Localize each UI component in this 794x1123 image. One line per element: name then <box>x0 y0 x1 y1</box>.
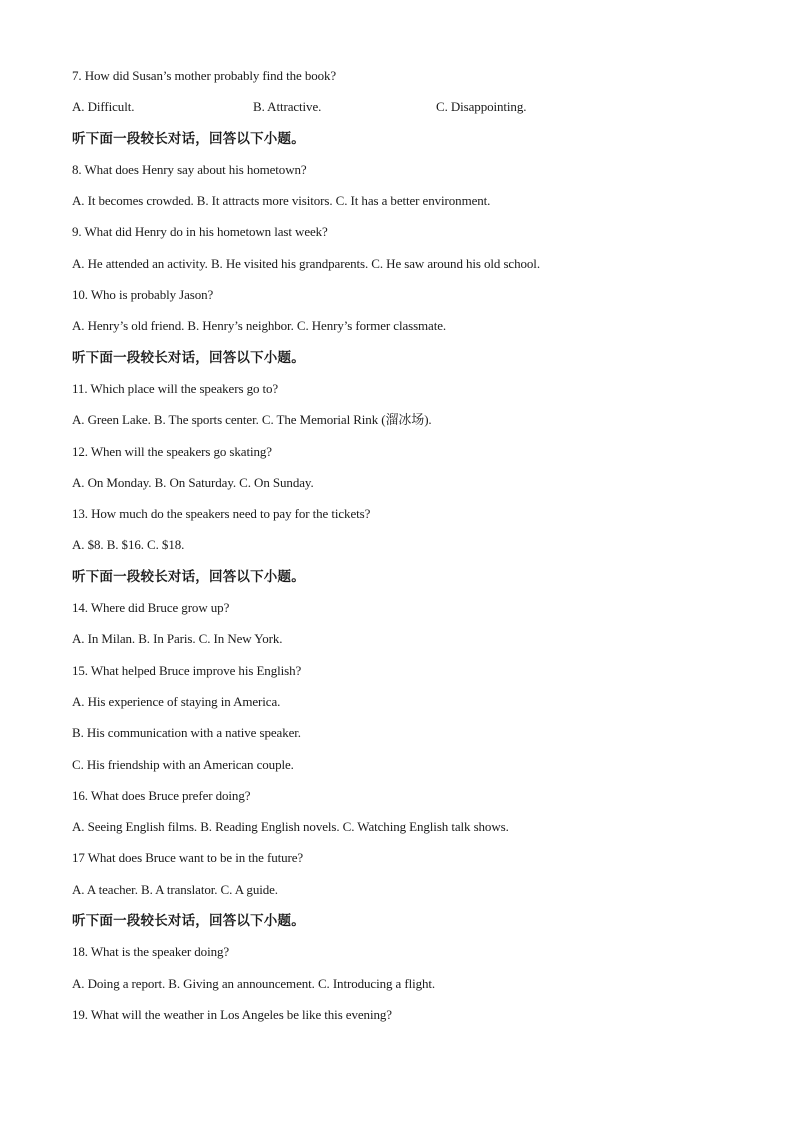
answer-options-9: A. He attended an activity. B. He visited his grandparents. C. He saw around his old school. <box>72 255 540 271</box>
answer-options-8: A. It becomes crowded. B. It attracts more visitors. C. It has a better environment. <box>72 193 491 209</box>
answer-option-15b: B. His communication with a native speaker. <box>72 725 301 741</box>
question-11: 11. Which place will the speakers go to? <box>72 380 279 396</box>
answer-options-13: A. $8. B. $16. C. $18. <box>72 537 185 553</box>
answer-option-15a: A. His experience of staying in America. <box>72 693 281 709</box>
question-16: 16. What does Bruce prefer doing? <box>72 787 251 803</box>
section-heading: 听下面一段较长对话，回答以下小题。 <box>72 913 305 930</box>
answer-options-12: A. On Monday. B. On Saturday. C. On Sunday. <box>72 474 314 490</box>
answer-options-16: A. Seeing English films. B. Reading English novels. C. Watching English talk shows. <box>72 819 509 835</box>
answer-options-17: A. A teacher. B. A translator. C. A guide. <box>72 881 278 897</box>
question-18: 18. What is the speaker doing? <box>72 944 230 960</box>
question-19: 19. What will the weather in Los Angeles be like this evening? <box>72 1006 392 1022</box>
answer-option-15c: C. His friendship with an American couple. <box>72 756 294 772</box>
question-8: 8. What does Henry say about his hometown? <box>72 161 307 177</box>
question-10: 10. Who is probably Jason? <box>72 287 214 303</box>
option-c: C. Disappointing. <box>436 99 527 115</box>
answer-options-14: A. In Milan. B. In Paris. C. In New York. <box>72 631 283 647</box>
question-17: 17 What does Bruce want to be in the future? <box>72 850 304 866</box>
section-heading: 听下面一段较长对话，回答以下小题。 <box>72 568 305 585</box>
answer-options-18: A. Doing a report. B. Giving an announcement. C. Introducing a flight. <box>72 975 436 991</box>
question-13: 13. How much do the speakers need to pay for the tickets? <box>72 506 371 522</box>
question-12: 12. When will the speakers go skating? <box>72 443 272 459</box>
section-heading: 听下面一段较长对话，回答以下小题。 <box>72 349 305 366</box>
question-14: 14. Where did Bruce grow up? <box>72 600 230 616</box>
option-a: A. Difficult. <box>72 99 135 115</box>
answer-options-7 <box>72 95 752 126</box>
question-15: 15. What helped Bruce improve his English? <box>72 662 302 678</box>
option-b: B. Attractive. <box>253 99 322 115</box>
question-7: 7. How did Susan’s mother probably find the book? <box>72 68 337 83</box>
answer-options-11: A. Green Lake. B. The sports center. C. The Memorial Rink (溜冰场). <box>72 412 432 428</box>
document-page <box>72 64 752 1034</box>
question-9: 9. What did Henry do in his hometown last week? <box>72 224 328 240</box>
answer-options-10: A. Henry’s old friend. B. Henry’s neighbor. C. Henry’s former classmate. <box>72 318 447 334</box>
section-heading: 听下面一段较长对话，回答以下小题。 <box>72 130 305 147</box>
